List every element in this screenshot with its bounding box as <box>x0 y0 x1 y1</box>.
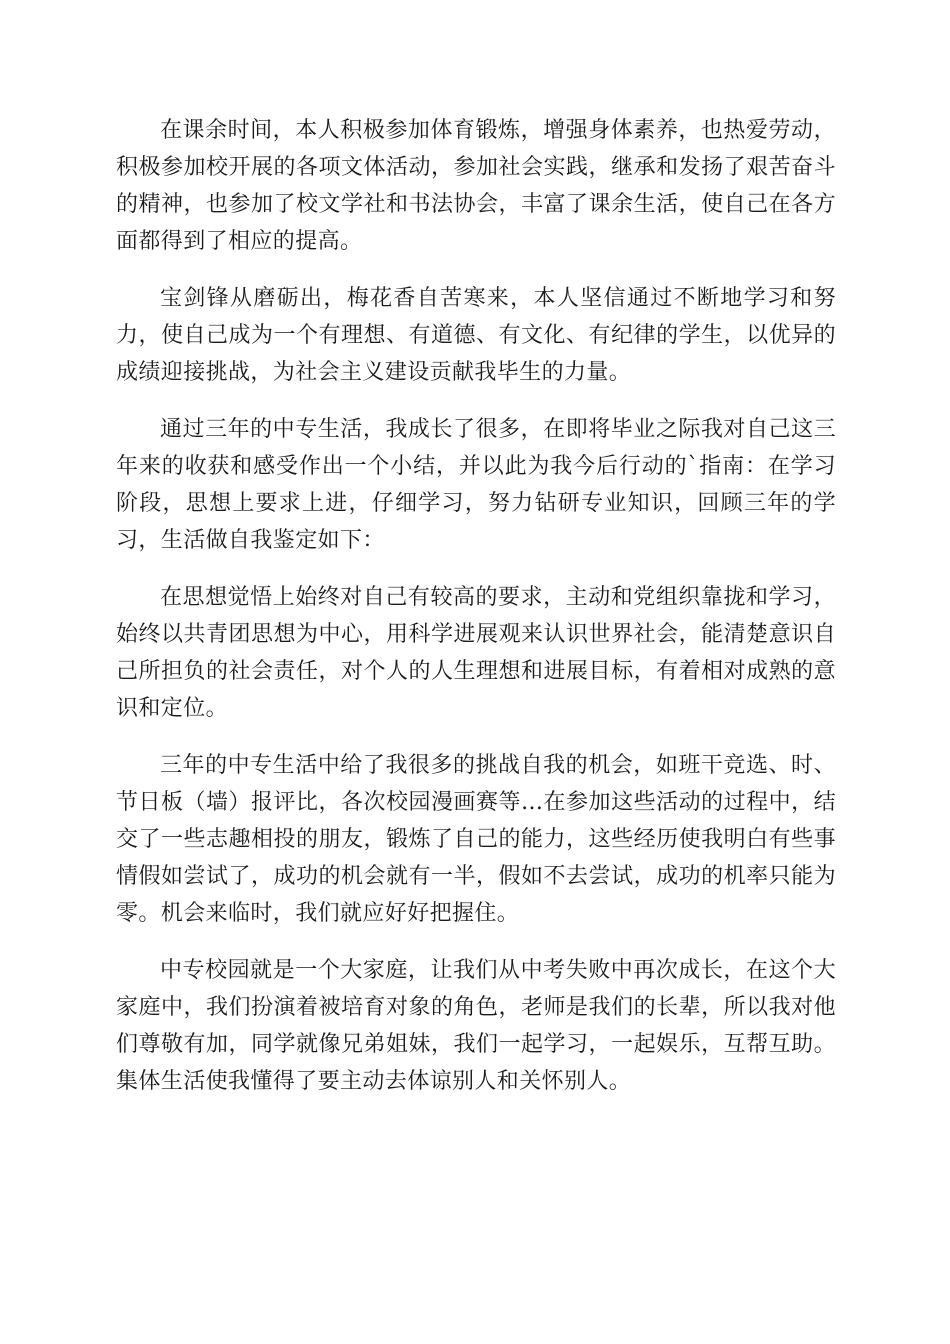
paragraph-6: 中专校园就是一个大家庭，让我们从中考失败中再次成长，在这个大家庭中，我们扮演着被培育对象的角色，老师是我们的长辈，所以我对他们尊敬有加，同学就像兄弟姐妹，我们一起学习，一起娱乐，互帮互助。集体生活使我懂得了要主动去体谅别人和关怀别人。 <box>116 958 836 1094</box>
paragraph-4: 在思想觉悟上始终对自己有较高的要求，主动和党组织靠拢和学习，始终以共青团思想为中心，用科学进展观来认识世界社会，能清楚意识自己所担负的社会责任，对个人的人生理想和进展目标，有着相对成熟的意识和定位。 <box>116 585 836 721</box>
document-body <box>116 112 836 1120</box>
paragraph-3: 通过三年的中专生活，我成长了很多，在即将毕业之际我对自己这三年来的收获和感受作出一个小结，并以此为我今后行动的`指南：在学习阶段，思想上要求上进，仔细学习，努力钻研专业知识，回顾三年的学习，生活做自我鉴定如下： <box>116 417 836 553</box>
paragraph-5: 三年的中专生活中给了我很多的挑战自我的机会，如班干竞选、时、节日板（墙）报评比，各次校园漫画赛等…在参加这些活动的过程中，结交了一些志趣相投的朋友，锻炼了自己的能力，这些经历使我明白有些事情假如尝试了，成功的机会就有一半，假如不去尝试，成功的机率只能为零。机会来临时，我们就应好好把握住。 <box>116 753 836 926</box>
paragraph-1: 在课余时间，本人积极参加体育锻炼，增强身体素养，也热爱劳动，积极参加校开展的各项文体活动，参加社会实践，继承和发扬了艰苦奋斗的精神，也参加了校文学社和书法协会，丰富了课余生活，使自己在各方面都得到了相应的提高。 <box>116 118 836 254</box>
paragraph-2: 宝剑锋从磨砺出，梅花香自苦寒来，本人坚信通过不断地学习和努力，使自己成为一个有理想、有道德、有文化、有纪律的学生，以优异的成绩迎接挑战，为社会主义建设贡献我毕生的力量。 <box>116 286 836 385</box>
